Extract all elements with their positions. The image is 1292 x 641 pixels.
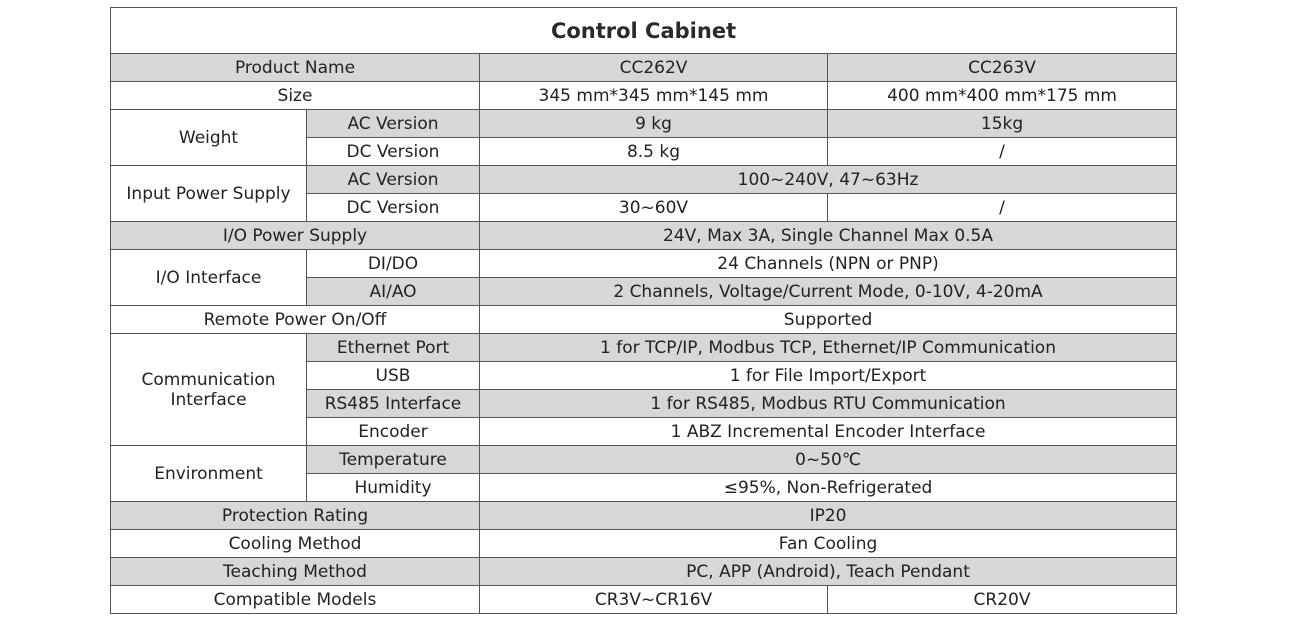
compatible-label: Compatible Models: [111, 586, 480, 614]
env-temperature-label: Temperature: [307, 446, 480, 474]
weight-ac-cc263v: 15kg: [828, 110, 1177, 138]
io-dido-label: DI/DO: [307, 250, 480, 278]
io-power-label: I/O Power Supply: [111, 222, 480, 250]
compatible-cc263v: CR20V: [828, 586, 1177, 614]
input-power-label: Input Power Supply: [111, 166, 307, 222]
comm-rs485-label: RS485 Interface: [307, 390, 480, 418]
remote-power-row: [111, 306, 1177, 334]
input-power-dc-cc262v: 30~60V: [480, 194, 828, 222]
io-interface-label: I/O Interface: [111, 250, 307, 306]
weight-dc-cc263v: /: [828, 138, 1177, 166]
input-power-dc-cc263v: /: [828, 194, 1177, 222]
io-aiao-value: 2 Channels, Voltage/Current Mode, 0-10V, 4-20mA: [480, 278, 1177, 306]
weight-dc-cc262v: 8.5 kg: [480, 138, 828, 166]
input-power-dc-label: DC Version: [307, 194, 480, 222]
comm-encoder-value: 1 ABZ Incremental Encoder Interface: [480, 418, 1177, 446]
io-dido-row: [111, 250, 1177, 278]
teaching-value: PC, APP (Android), Teach Pendant: [480, 558, 1177, 586]
product-name-label: Product Name: [111, 54, 480, 82]
cooling-row: [111, 530, 1177, 558]
weight-ac-cc262v: 9 kg: [480, 110, 828, 138]
env-humidity-value: ≤95%, Non-Refrigerated: [480, 474, 1177, 502]
env-temperature-row: [111, 446, 1177, 474]
comm-usb-value: 1 for File Import/Export: [480, 362, 1177, 390]
weight-label: Weight: [111, 110, 307, 166]
io-power-row: [111, 222, 1177, 250]
weight-ac-row: [111, 110, 1177, 138]
environment-label: Environment: [111, 446, 307, 502]
comm-usb-label: USB: [307, 362, 480, 390]
communication-label: Communication Interface: [111, 334, 307, 446]
size-row: [111, 82, 1177, 110]
remote-power-label: Remote Power On/Off: [111, 306, 480, 334]
io-power-value: 24V, Max 3A, Single Channel Max 0.5A: [480, 222, 1177, 250]
comm-ethernet-value: 1 for TCP/IP, Modbus TCP, Ethernet/IP Communication: [480, 334, 1177, 362]
weight-ac-label: AC Version: [307, 110, 480, 138]
protection-value: IP20: [480, 502, 1177, 530]
io-dido-value: 24 Channels (NPN or PNP): [480, 250, 1177, 278]
protection-label: Protection Rating: [111, 502, 480, 530]
product-name-cc263v: CC263V: [828, 54, 1177, 82]
cooling-label: Cooling Method: [111, 530, 480, 558]
compatible-cc262v: CR3V~CR16V: [480, 586, 828, 614]
teaching-label: Teaching Method: [111, 558, 480, 586]
input-power-ac-row: [111, 166, 1177, 194]
remote-power-value: Supported: [480, 306, 1177, 334]
comm-ethernet-row: [111, 334, 1177, 362]
product-name-row: [111, 54, 1177, 82]
compatible-row: [111, 586, 1177, 614]
input-power-ac-label: AC Version: [307, 166, 480, 194]
weight-dc-label: DC Version: [307, 138, 480, 166]
size-cc263v: 400 mm*400 mm*175 mm: [828, 82, 1177, 110]
env-humidity-label: Humidity: [307, 474, 480, 502]
env-temperature-value: 0~50℃: [480, 446, 1177, 474]
comm-ethernet-label: Ethernet Port: [307, 334, 480, 362]
cooling-value: Fan Cooling: [480, 530, 1177, 558]
table-title: Control Cabinet: [111, 8, 1177, 54]
comm-rs485-value: 1 for RS485, Modbus RTU Communication: [480, 390, 1177, 418]
control-cabinet-spec-table: [110, 7, 1177, 614]
teaching-row: [111, 558, 1177, 586]
product-name-cc262v: CC262V: [480, 54, 828, 82]
size-cc262v: 345 mm*345 mm*145 mm: [480, 82, 828, 110]
size-label: Size: [111, 82, 480, 110]
input-power-ac-value: 100~240V, 47~63Hz: [480, 166, 1177, 194]
protection-row: [111, 502, 1177, 530]
io-aiao-label: AI/AO: [307, 278, 480, 306]
comm-encoder-label: Encoder: [307, 418, 480, 446]
title-row: [111, 8, 1177, 54]
